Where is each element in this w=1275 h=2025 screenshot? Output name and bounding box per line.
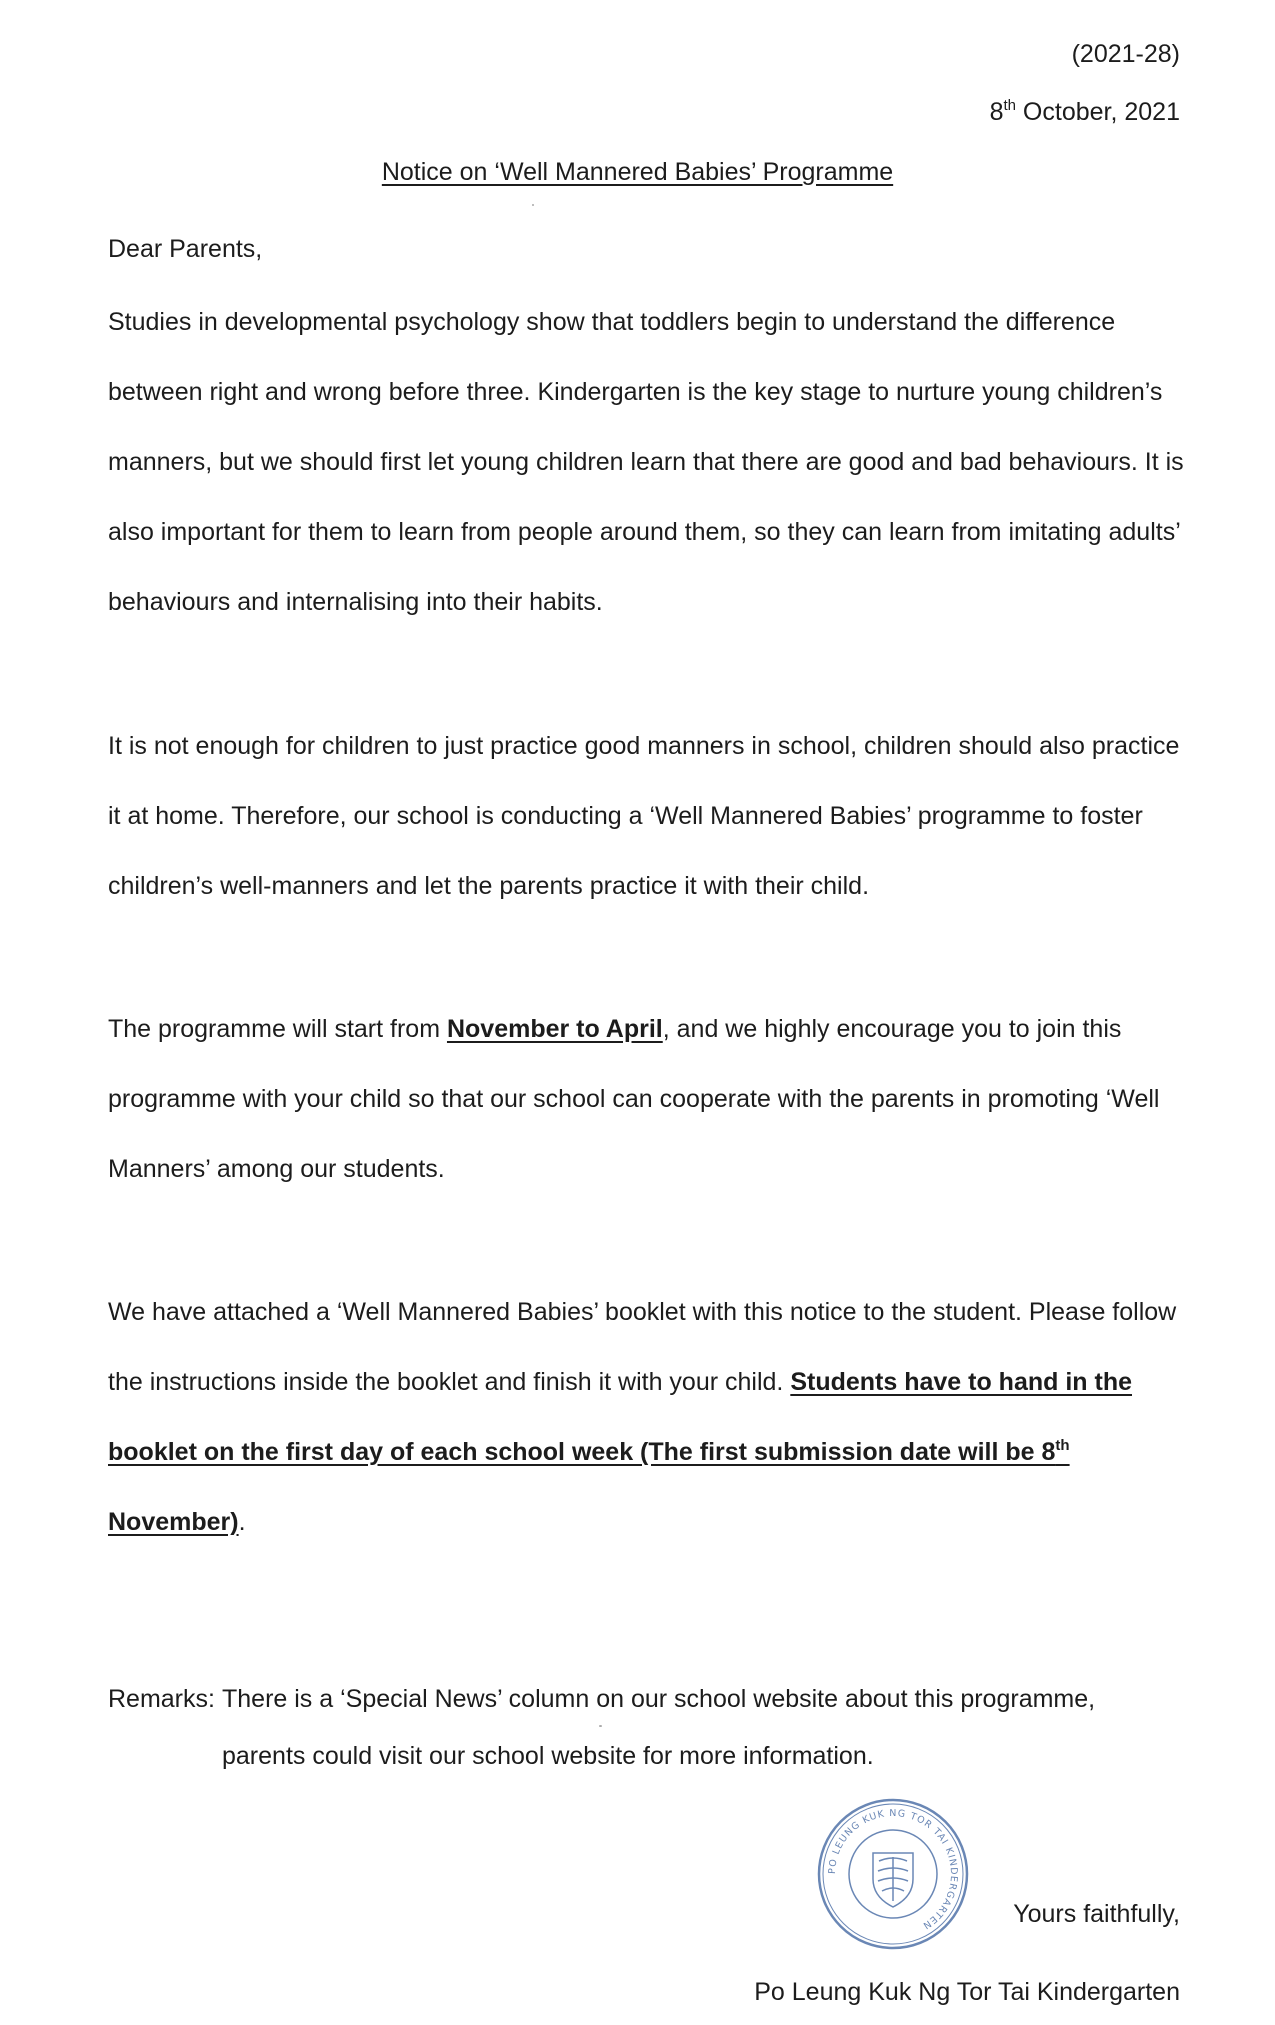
- programme-period: November to April: [446, 1015, 663, 1043]
- ordinal-suffix: th: [1055, 1437, 1070, 1454]
- paragraph-line: Studies in developmental psychology show that toddlers begin to understand the difference: [108, 308, 1116, 336]
- notice-date: [990, 98, 1180, 127]
- text-run: The programme will start from: [108, 1015, 447, 1043]
- paragraph-line: manners, but we should first let young children learn that there are good and bad behaviours. It is: [108, 448, 1184, 476]
- closing: Yours faithfully,: [1013, 1900, 1180, 1928]
- date-day: 8: [989, 98, 1004, 126]
- paragraph-line: We have attached a ‘Well Mannered Babies’ booklet with this notice to the student. Please follow: [108, 1298, 1177, 1326]
- paragraph-line: also important for them to learn from people around them, so they can learn from imitating adults’: [108, 518, 1181, 546]
- notice-title: Notice on ‘Well Mannered Babies’ Programme: [381, 158, 894, 186]
- paragraph-line: behaviours and internalising into their habits.: [108, 588, 603, 616]
- submission-date: November): [108, 1508, 239, 1536]
- paragraph-line: children’s well-manners and let the parents practice it with their child.: [108, 872, 870, 900]
- text-run: the instructions inside the booklet and finish it with your child.: [108, 1368, 791, 1396]
- signature: Po Leung Kuk Ng Tor Tai Kindergarten: [754, 1978, 1180, 2006]
- paragraph-line: between right and wrong before three. Kindergarten is the key stage to nurture young children’s: [108, 378, 1163, 406]
- date-rest: October, 2021: [1015, 98, 1180, 126]
- submission-instruction: Students have to hand in the: [790, 1368, 1132, 1396]
- remarks-text: parents could visit our school website for more information.: [222, 1742, 874, 1770]
- paragraph-line: programme with your child so that our school can cooperate with the parents in promoting ‘Well: [108, 1085, 1160, 1113]
- crest-icon: [873, 1853, 913, 1907]
- scan-speck: [532, 204, 534, 206]
- paragraph-line: [108, 1015, 1121, 1044]
- paragraph-line: [108, 1508, 246, 1537]
- paragraph-line: Manners’ among our students.: [108, 1155, 445, 1183]
- paragraph-line: [108, 1368, 1132, 1397]
- remarks-label: Remarks:: [108, 1685, 215, 1713]
- scan-speck: [599, 1725, 602, 1727]
- salutation: Dear Parents,: [108, 235, 263, 263]
- submission-instruction: [108, 1438, 1070, 1466]
- text-run: , and we highly encourage you to join this: [662, 1015, 1122, 1043]
- date-suffix: th: [1003, 97, 1016, 114]
- paragraph-line: it at home. Therefore, our school is conducting a ‘Well Mannered Babies’ programme to foster: [108, 802, 1143, 830]
- text-run: .: [238, 1508, 246, 1536]
- remarks-text: There is a ‘Special News’ column on our school website about this programme,: [222, 1685, 1096, 1713]
- text-run: booklet on the first day of each school week (The first submission date will be 8: [108, 1438, 1056, 1466]
- school-seal: [816, 1797, 970, 1951]
- reference-number: (2021-28): [1071, 40, 1180, 68]
- seal-text: PO LEUNG KUK NG TOR TAI KINDERGARTEN: [826, 1807, 960, 1932]
- seal-graphic: [816, 1797, 970, 1951]
- paragraph-line: It is not enough for children to just practice good manners in school, children should also practice: [108, 732, 1180, 760]
- paragraph-line: [108, 1438, 1070, 1467]
